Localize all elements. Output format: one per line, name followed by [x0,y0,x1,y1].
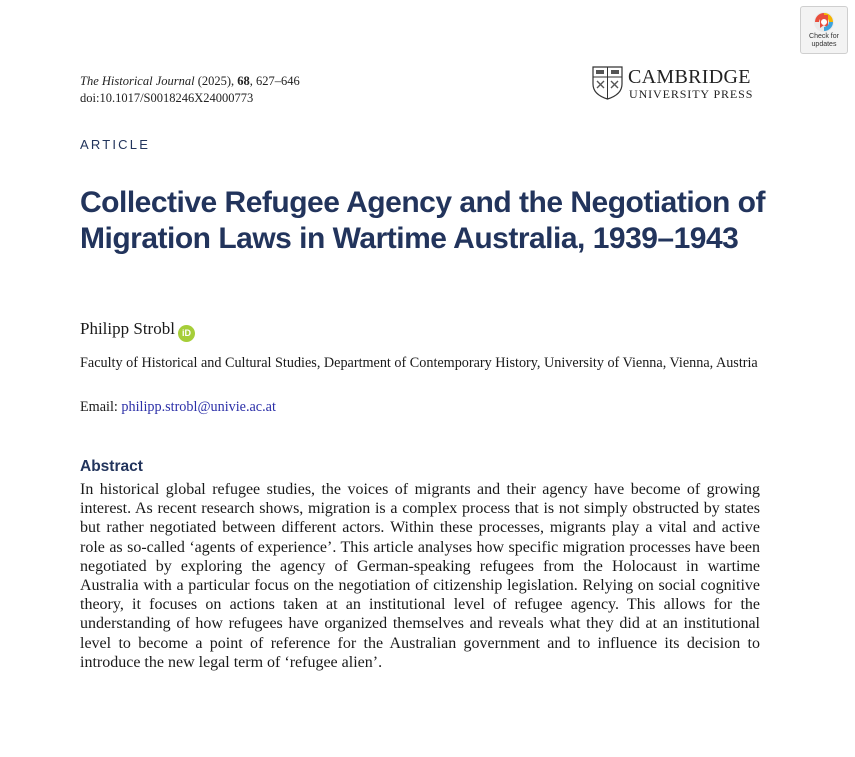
email-link[interactable]: philipp.strobl@univie.ac.at [121,399,276,415]
publisher-logo [592,66,762,104]
abstract-heading: Abstract [80,458,143,475]
badge-line1: Check for [809,33,839,40]
journal-pages: , 627–646 [249,74,300,88]
article-title: Collective Refugee Agency and the Negotiation of Migration Laws in Wartime Australia, 1939–1943 [80,186,765,255]
email-label: Email: [80,399,122,415]
article-type-label: ARTICLE [80,137,151,152]
publisher-name-line2: UNIVERSITY PRESS [629,87,754,101]
author-affiliation: Faculty of Historical and Cultural Studies, Department of Contemporary History, University of Vienna, Vienna, Austria [80,355,758,371]
badge-line2: updates [811,40,837,48]
crossmark-icon [813,11,835,33]
author-name[interactable]: Philipp Strobl [80,319,175,338]
orcid-icon[interactable]: iD [178,325,195,342]
cambridge-shield-icon [592,66,623,100]
journal-volume: 68 [237,74,250,88]
doi: doi:10.1017/S0018246X24000773 [80,91,254,105]
check-for-updates-badge[interactable] [800,6,848,54]
author [80,318,195,342]
author-email [80,398,276,418]
journal-name: The Historical Journal [80,74,195,88]
publisher-name-line1: CAMBRIDGE [628,66,751,88]
journal-citation [80,73,300,107]
abstract-text: In historical global refugee studies, the voices of migrants and their agency have become of growing interest. As recent research shows, migration is a complex process that is not simply obstructed by states but rather negotiated between different actors. Within these processes, migrants play a vital and active role as so-called ‘agents of experience’. This article analyses how specific migration processes have been negotiated by exploring the agency of German-speaking refugees from the Holocaust in wartime Australia with a particular focus on the negotiation of citizenship legislation. Relying on social cognitive theory, it focuses on actions taken at an institutional level of refugee agency. This allows for the understanding of how refugees have organized themselves and reveals what they did at an institutional level to become a point of reference for the Australian government and to influence its decision to introduce the new legal term of ‘refugee alien’. [80,481,760,671]
journal-year: (2025), [194,74,238,88]
